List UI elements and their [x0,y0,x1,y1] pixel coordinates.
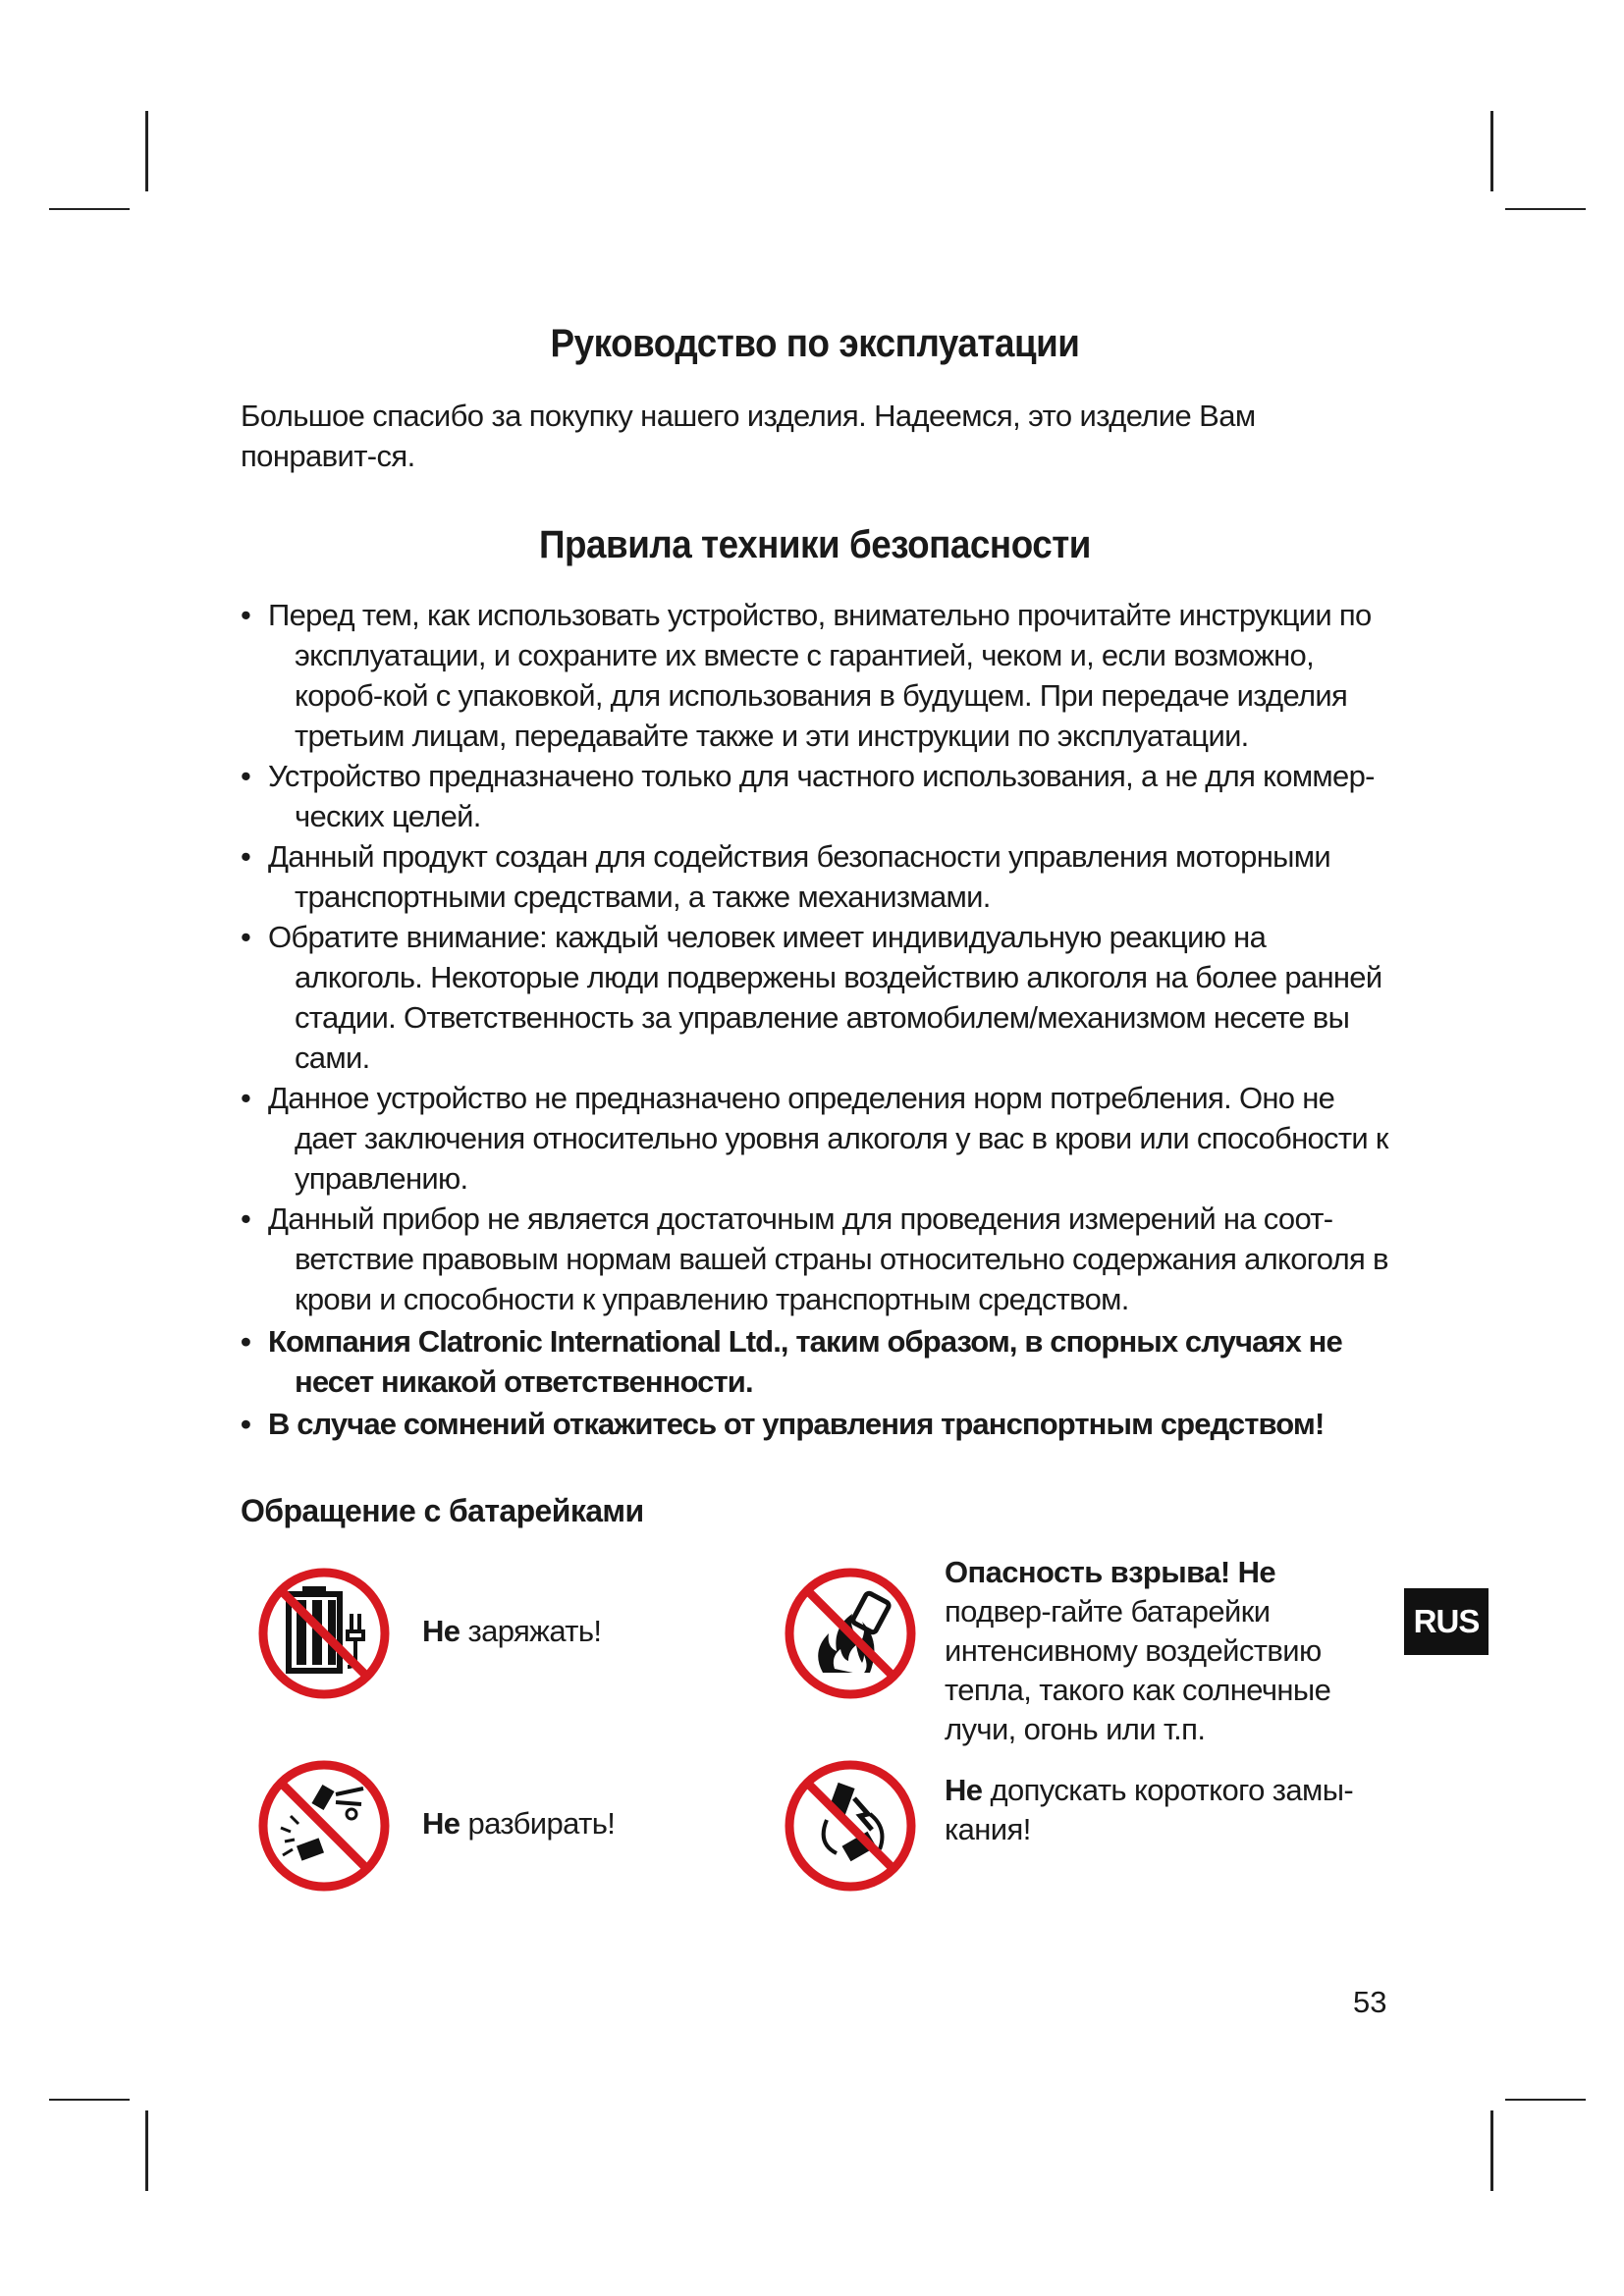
safety-list [241,595,1389,1444]
safety-item: • Обратите внимание: каждый человек имеет индивидуальную реакцию на алкоголь. Некоторые люди подвержены воздействию алкоголя на более ранней стадии. Ответственность за управление автомобилем/механизмом несете вы сами. [241,917,1389,1078]
safety-item: • Данное устройство не предназначено определения норм потребления. Оно не дает заключения относительно уровня алкоголя у вас в крови или способности к управлению. [241,1078,1389,1199]
warning-no-fire [945,1553,1377,1749]
safety-item: • Данный продукт создан для содействия безопасности управления моторными транспортными средствами, а также механизмами. [241,836,1389,917]
crop-mark-bottom-right-h [1505,2099,1586,2101]
warning-bold: Опасность взрыва! Не [945,1555,1275,1589]
safety-item: • Данный прибор не является достаточным для проведения измерений на соот-ветствие правовым нормам вашей страны относительно содержания алкоголя в крови и способности к управлению транспортным средством. [241,1199,1389,1319]
safety-item: • Перед тем, как использовать устройство, внимательно прочитайте инструкции по эксплуатации, и сохраните их вместе с гарантией, чеком и, если возможно, короб-кой с упаковкой, для использования в будущем. При передаче изделия третьим лицам, передавайте также и эти инструкции по эксплуатации. [241,595,1389,756]
no-disassemble-icon [257,1759,391,1893]
warning-no-charging [422,1612,697,1651]
warning-text: разбирать! [460,1806,616,1841]
warning-bold: Не [422,1806,460,1841]
safety-item-bold: • В случае сомнений откажитесь от управления транспортным средством! [241,1404,1389,1444]
crop-mark-bottom-left-v [145,2110,148,2191]
warning-text: допускать короткого замы-кания! [945,1773,1354,1846]
page-title: Руководство по эксплуатации [550,322,1080,365]
no-short-circuit-icon [784,1759,917,1893]
intro-paragraph: Большое спасибо за покупку нашего изделия. Надеемся, это изделие Вам понравит-ся. [241,399,1256,473]
crop-mark-top-right-h [1505,208,1586,210]
no-fire-icon [784,1567,917,1700]
crop-mark-top-left-v [145,111,148,191]
safety-item: • Устройство предназначено только для частного использования, а не для коммер-ческих целей. [241,756,1389,836]
crop-mark-bottom-right-v [1490,2110,1493,2191]
page-content [241,322,1389,1529]
crop-mark-top-right-v [1490,111,1493,191]
language-tab: RUS [1404,1588,1489,1655]
crop-mark-bottom-left-h [49,2099,130,2101]
warning-text: заряжать! [460,1614,602,1648]
warning-bold: Не [422,1614,460,1648]
safety-heading: Правила техники безопасности [539,523,1091,566]
warning-bold: Не [945,1773,983,1807]
no-charging-icon [257,1567,391,1700]
batteries-heading: Обращение с батарейками [241,1493,644,1528]
safety-item-bold: • Компания Clatronic International Ltd., таким образом, в спорных случаях не несет никакой ответственности. [241,1321,1389,1402]
page-number: 53 [1353,1985,1387,2019]
warning-text: подвер-гайте батарейки интенсивному воздействию тепла, такого как солнечные лучи, огонь или т.п. [945,1594,1331,1746]
crop-mark-top-left-h [49,208,130,210]
warning-no-disassemble [422,1804,697,1843]
warning-no-short-circuit [945,1771,1377,1849]
